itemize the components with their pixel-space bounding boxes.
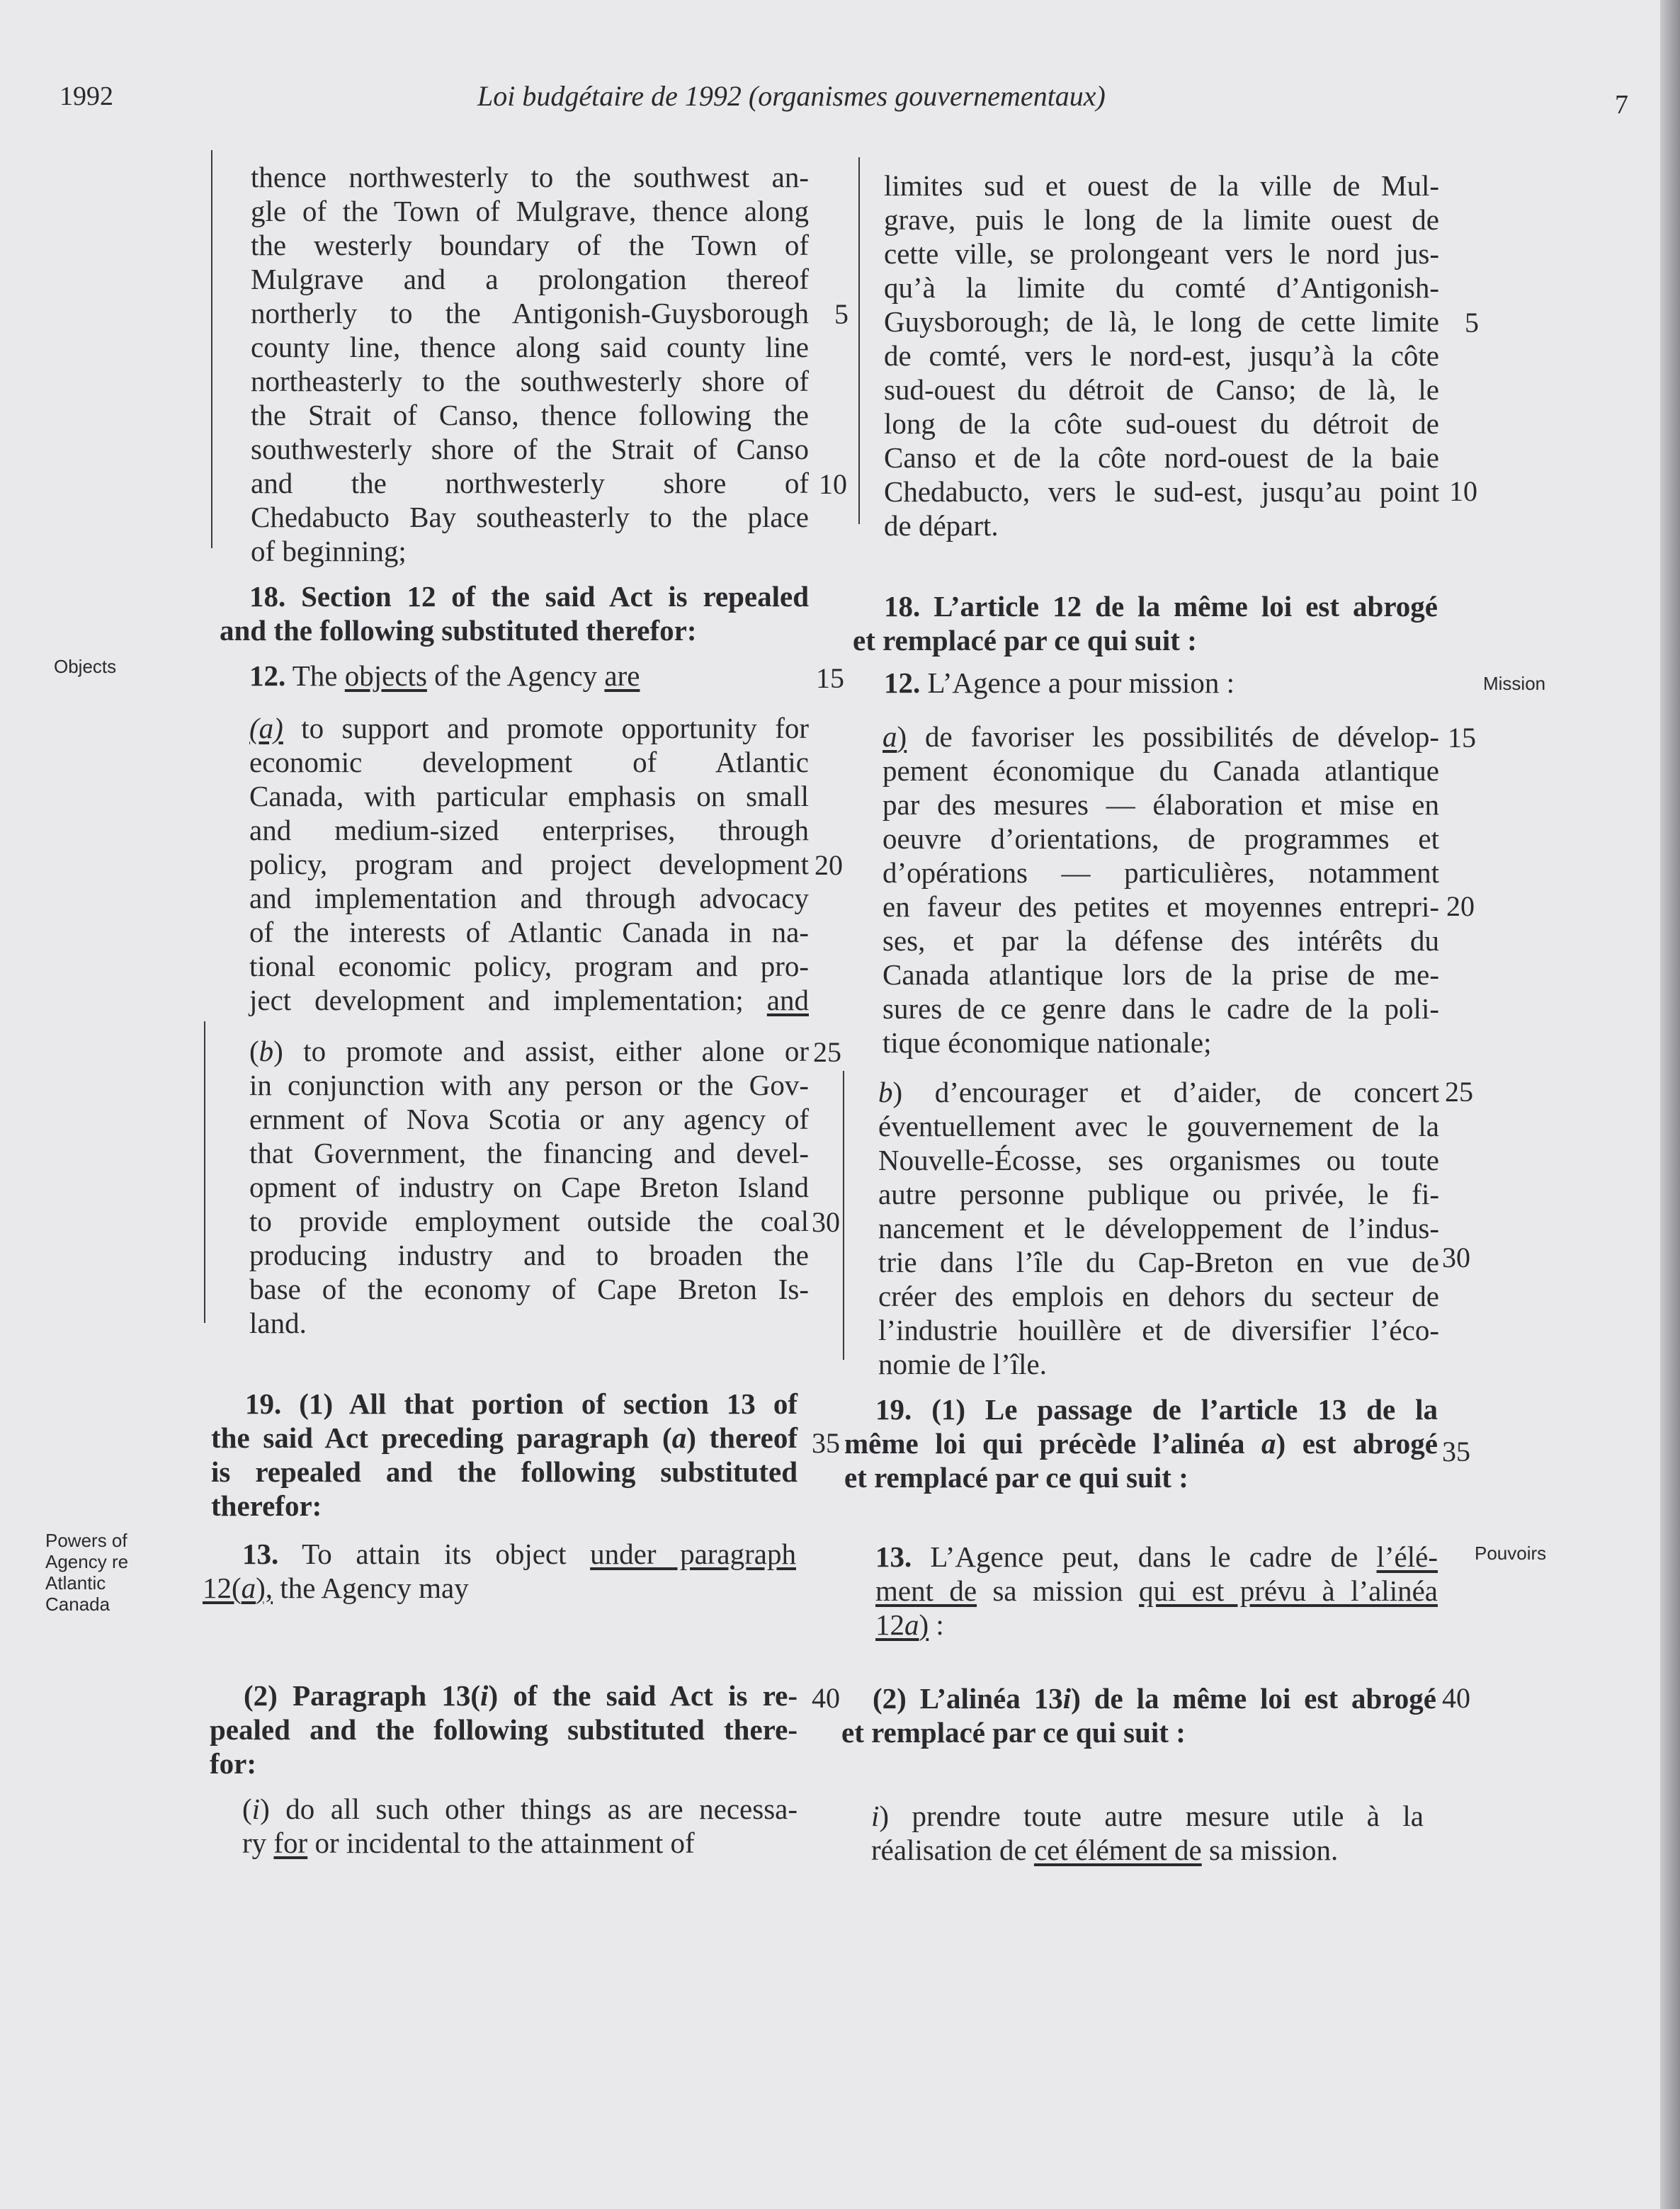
amended-text: ment de — [875, 1574, 977, 1607]
amended-text: 12(a), — [203, 1572, 273, 1604]
amended-text: cet élément de — [1033, 1834, 1202, 1866]
line-number: 20 — [1446, 890, 1475, 922]
margin-note-powers — [45, 1530, 128, 1615]
text-run: L’Agence a pour mission : — [920, 666, 1235, 699]
text-line: créer des emplois en dehors du secteur de — [878, 1280, 1439, 1312]
english-paragraph-a — [249, 711, 809, 1017]
text-line: thence northwesterly to the southwest an- — [251, 161, 809, 193]
text-line: nancement et le développement de l’indus- — [878, 1212, 1439, 1244]
text-line: economic development of Atlantic — [249, 746, 809, 778]
text-line: the Strait of Canso, thence following the — [251, 399, 809, 431]
margin-note-line: Atlantic — [45, 1572, 106, 1594]
margin-note-line: Powers of — [45, 1530, 127, 1551]
amended-text: a) — [882, 720, 907, 753]
text-run: a — [671, 1421, 687, 1454]
amended-text: and — [766, 984, 809, 1016]
text-line: sud-ouest du détroit de Canso; de là, le — [884, 373, 1439, 406]
line-number: 10 — [1449, 475, 1477, 507]
text-line: Mulgrave and a prolongation thereof — [251, 263, 809, 295]
french-section-18-heading — [853, 589, 1438, 657]
section-number: 13. — [875, 1540, 912, 1573]
amended-text: for — [273, 1827, 308, 1859]
text-line: tique économique nationale; — [882, 1026, 1212, 1059]
french-paragraph-b — [878, 1075, 1439, 1381]
amended-text: are — [604, 659, 640, 692]
paragraph-marker: b — [878, 1076, 893, 1108]
section-number: 12. — [884, 666, 921, 699]
text-run: ) est abrogé — [1276, 1427, 1438, 1460]
line-number: 20 — [815, 849, 843, 881]
margin-note-objects: Objects — [54, 656, 117, 677]
text-line — [884, 666, 1439, 700]
text-run: ry — [242, 1827, 274, 1859]
text-line — [841, 1681, 1436, 1715]
text-line: b) d’encourager et d’aider, de concert — [878, 1076, 1439, 1108]
text-line: Guysborough; de là, le long de cette limite — [884, 305, 1439, 338]
text-run: ) de la même loi est abrogé — [1071, 1682, 1437, 1715]
text-line: gle of the Town of Mulgrave, thence along — [251, 195, 809, 227]
line-number: 15 — [816, 662, 844, 694]
text-line: Chedabucto Bay southeasterly to the place — [251, 501, 809, 533]
paragraph-marker: i — [871, 1800, 880, 1832]
english-paragraph-b — [249, 1034, 809, 1340]
line-number: 30 — [1442, 1242, 1470, 1273]
text-line — [210, 1679, 798, 1713]
text-line: d’opérations — particulières, notamment — [882, 856, 1439, 889]
amended-text: 12a) — [875, 1608, 929, 1641]
text-line: long de la côte sud-ouest du détroit de — [884, 407, 1439, 440]
text-line: county line, thence along said county line — [251, 331, 809, 363]
text-run: To attain its object — [278, 1538, 591, 1570]
english-p1 — [251, 160, 809, 568]
text-line: and the following substituted therefor: — [220, 614, 697, 647]
text-line: en faveur des petites et moyennes entrepri- — [882, 890, 1439, 923]
french-section-13-2-heading — [841, 1681, 1436, 1749]
text-run: to support and promote opportunity for — [283, 712, 809, 744]
line-number: 15 — [1448, 722, 1476, 754]
text-line: opment of industry on Cape Breton Island — [249, 1171, 809, 1203]
section-number: 12. — [249, 659, 286, 692]
text-line: policy, program and project development — [249, 848, 809, 880]
line-number: 25 — [813, 1036, 841, 1068]
text-line: Canso et de la côte nord-ouest de la baie — [884, 441, 1439, 474]
text-line: is repealed and the following substituted — [211, 1455, 798, 1488]
text-line: et remplacé par ce qui suit : — [841, 1716, 1186, 1749]
amended-text: objects — [344, 659, 427, 692]
running-title: Loi budgétaire de 1992 (organismes gouvernementaux) — [477, 80, 1106, 112]
text-line: southwesterly shore of the Strait of Canso — [251, 433, 809, 465]
margin-note-mission: Mission — [1483, 673, 1546, 694]
text-line: de comté, vers le nord-est, jusqu’à la côte — [884, 339, 1439, 372]
text-line — [871, 1799, 1424, 1833]
text-run: d’encourager et d’aider, de concert — [902, 1076, 1439, 1108]
text-line: Canada, with particular emphasis on small — [249, 780, 809, 812]
text-line: of the interests of Atlantic Canada in na- — [249, 916, 809, 948]
margin-note-line: Canada — [45, 1594, 110, 1615]
text-line: northerly to the Antigonish-Guysborough — [251, 297, 809, 329]
text-line: and implementation and through advocacy — [249, 882, 809, 914]
text-line: ses, et par la défense des intérêts du — [882, 924, 1439, 957]
text-run: réalisation de — [871, 1834, 1034, 1866]
english-section-13 — [203, 1537, 796, 1605]
text-line: par des mesures — élaboration et mise en — [882, 788, 1439, 821]
text-line: ernment of Nova Scotia or any agency of — [249, 1103, 809, 1135]
amended-text: under paragraph — [590, 1538, 796, 1570]
amended-text: l’élé- — [1376, 1540, 1438, 1573]
text-run: ject development and implementation; — [249, 984, 767, 1016]
french-section-19-heading — [844, 1392, 1438, 1494]
text-line: de départ. — [884, 509, 999, 542]
text-line — [844, 1426, 1438, 1460]
text-run: to promote and assist, either alone or — [283, 1035, 809, 1067]
text-run: sa mission. — [1201, 1834, 1339, 1866]
amended-text: qui est prévu à l’alinéa — [1139, 1574, 1438, 1607]
text-line — [875, 1574, 1438, 1608]
paragraph-marker: i — [251, 1793, 261, 1825]
margin-note-line: Agency re — [45, 1551, 129, 1572]
margin-note-pouvoirs: Pouvoirs — [1475, 1543, 1547, 1564]
text-line — [203, 1571, 796, 1605]
text-run: : — [929, 1608, 944, 1641]
text-line: for: — [210, 1747, 257, 1780]
english-section-18-heading — [220, 579, 809, 647]
text-line: tional economic policy, program and pro- — [249, 950, 809, 982]
amended-text: (a) — [249, 712, 283, 744]
text-line: Nouvelle-Écosse, ses organismes ou toute — [878, 1144, 1439, 1176]
text-line: 18. Section 12 of the said Act is repealed — [249, 580, 809, 613]
french-p1 — [884, 169, 1439, 543]
text-run: (2) L’alinéa 13 — [873, 1682, 1063, 1715]
text-run: the said Act preceding paragraph ( — [211, 1421, 672, 1454]
english-section-19-heading — [211, 1387, 798, 1523]
english-paragraph-i — [242, 1792, 798, 1860]
text-run: ) of the said Act is re- — [488, 1679, 798, 1712]
line-number: 40 — [812, 1682, 840, 1714]
section-number: 13. — [242, 1538, 279, 1570]
text-line: (b) to promote and assist, either alone or — [249, 1035, 809, 1067]
line-number: 10 — [819, 468, 847, 500]
text-run: sa mission — [977, 1574, 1139, 1607]
text-line: limites sud et ouest de la ville de Mul- — [884, 169, 1439, 202]
text-line — [242, 1826, 798, 1860]
text-line: cette ville, se prolongeant vers le nord jus- — [884, 237, 1439, 270]
revision-bar — [211, 150, 212, 548]
line-number: 30 — [812, 1206, 840, 1238]
text-line — [875, 1608, 1438, 1642]
page-edge-shadow — [1660, 0, 1680, 2209]
french-paragraph-i — [871, 1799, 1424, 1867]
line-number: 25 — [1445, 1076, 1473, 1108]
text-line: Chedabucto, vers le sud-est, jusqu’au point — [884, 475, 1439, 508]
text-line — [871, 1833, 1424, 1867]
text-line: sures de ce genre dans le cadre de la poli- — [882, 992, 1439, 1025]
text-line: northeasterly to the southwesterly shore of — [251, 365, 809, 397]
text-line: pealed and the following substituted there- — [210, 1713, 798, 1746]
text-line: producing industry and to broaden the — [249, 1239, 809, 1271]
text-line: trie dans l’île du Cap-Breton en vue de — [878, 1246, 1439, 1278]
text-line: therefor: — [211, 1489, 322, 1522]
text-line: of beginning; — [251, 535, 407, 567]
page-year: 1992 — [59, 81, 113, 111]
text-line: grave, puis le long de la limite ouest de — [884, 203, 1439, 236]
text-run: ) prendre toute autre mesure utile à la — [879, 1800, 1424, 1832]
line-number: 5 — [1465, 307, 1479, 339]
text-line — [249, 659, 809, 693]
text-line: in conjunction with any person or the Gov- — [249, 1069, 809, 1101]
line-number: 35 — [812, 1427, 840, 1459]
paragraph-marker: b — [259, 1035, 274, 1067]
line-number: 40 — [1442, 1682, 1470, 1714]
text-run: L’Agence peut, dans le cadre de — [912, 1540, 1377, 1573]
text-line: oeuvre d’orientations, de programmes et — [882, 822, 1439, 855]
text-line — [882, 720, 1439, 754]
text-line: Canada atlantique lors de la prise de me- — [882, 958, 1439, 991]
revision-bar — [858, 157, 860, 524]
text-line: éventuellement avec le gouvernement de la — [878, 1110, 1439, 1142]
text-line: the westerly boundary of the Town of — [251, 229, 809, 261]
line-number: 5 — [834, 298, 848, 330]
french-section-13 — [875, 1540, 1438, 1642]
text-line — [211, 1421, 798, 1455]
text-line: et remplacé par ce qui suit : — [853, 624, 1197, 657]
text-line — [875, 1540, 1438, 1574]
text-line: pement économique du Canada atlantique — [882, 754, 1439, 787]
text-run: de favoriser les possibilités de dévelop- — [907, 720, 1439, 753]
text-run: ) thereof — [686, 1421, 798, 1454]
text-run: do all such other things as are necessa- — [269, 1793, 798, 1825]
text-line: l’industrie houillère et de diversifier l’éco- — [878, 1314, 1439, 1346]
text-line: base of the economy of Cape Breton Is- — [249, 1273, 809, 1305]
text-run: of the Agency — [426, 659, 605, 692]
text-line — [203, 1537, 796, 1571]
french-paragraph-a — [882, 720, 1439, 1060]
text-line: that Government, the financing and devel- — [249, 1137, 809, 1169]
text-run: i — [1062, 1682, 1072, 1715]
text-run: (2) Paragraph 13( — [244, 1679, 481, 1712]
text-line: qu’à la limite du comté d’Antigonish- — [884, 271, 1439, 304]
text-line: nomie de l’île. — [878, 1348, 1047, 1380]
text-line: 18. L’article 12 de la même loi est abrogé — [884, 590, 1438, 623]
line-number: 35 — [1442, 1436, 1470, 1467]
text-line: 19. (1) All that portion of section 13 of — [245, 1387, 798, 1420]
english-section-12 — [249, 659, 809, 693]
text-run: même loi qui précède l’alinéa — [844, 1427, 1262, 1460]
english-section-13-2-heading — [210, 1679, 798, 1781]
text-line: et remplacé par ce qui suit : — [844, 1461, 1188, 1494]
revision-bar — [843, 1071, 844, 1360]
text-run: a — [1261, 1427, 1276, 1460]
text-line: to provide employment outside the coal — [249, 1205, 809, 1237]
text-line: 19. (1) Le passage de l’article 13 de la — [875, 1393, 1438, 1426]
text-line: land. — [249, 1307, 307, 1339]
french-section-12 — [884, 666, 1439, 700]
revision-bar — [204, 1021, 205, 1323]
text-line: autre personne publique ou privée, le fi- — [878, 1178, 1439, 1210]
text-line: (i) do all such other things as are necessa- — [242, 1793, 798, 1825]
text-line: and medium-sized enterprises, through — [249, 814, 809, 846]
text-run: i — [480, 1679, 489, 1712]
text-line — [249, 711, 809, 745]
text-run: the Agency may — [273, 1572, 469, 1604]
text-line: and the northwesterly shore of — [251, 467, 809, 499]
page-number: 7 — [1615, 90, 1628, 120]
text-run: or incidental to the attainment of — [307, 1827, 695, 1859]
text-run: The — [285, 659, 345, 692]
text-line — [249, 983, 809, 1017]
